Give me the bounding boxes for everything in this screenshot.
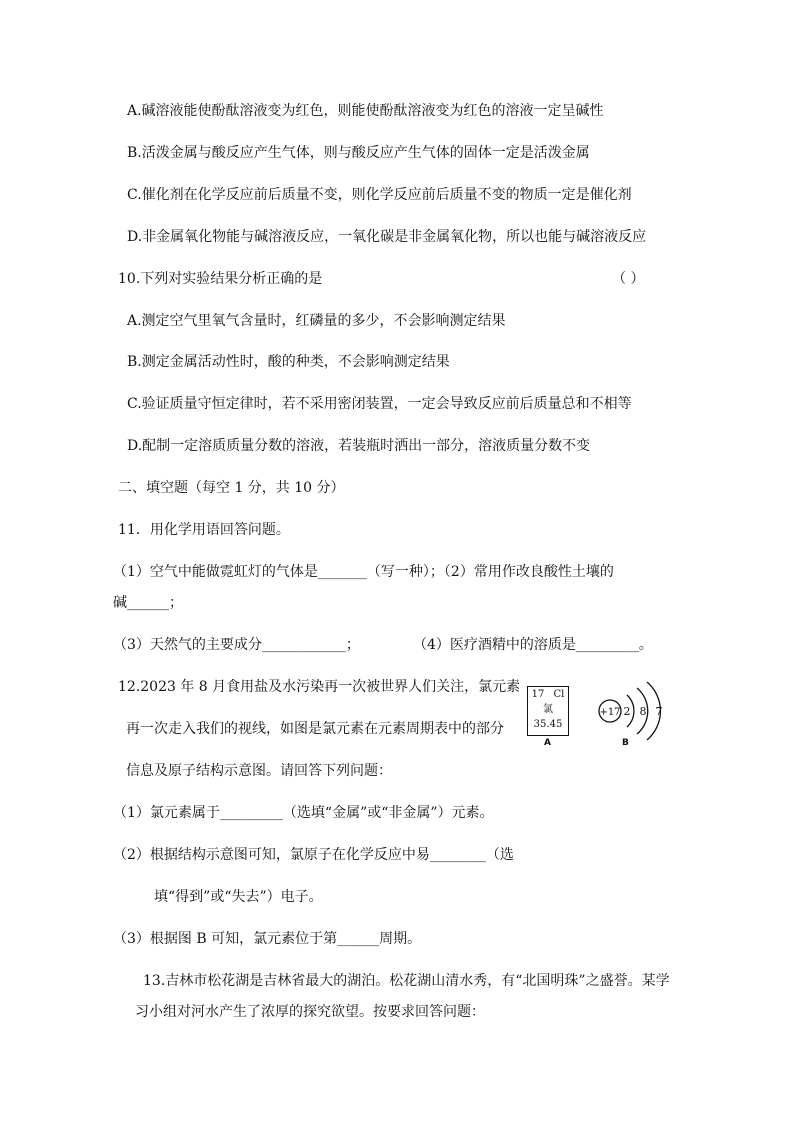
q10-stem: 10.下列对实验结果分析正确的是	[118, 271, 323, 287]
q11-line2: 碱______；	[113, 595, 183, 611]
q13-line1: 13.吉林市松花湖是吉林省最大的湖泊。松花湖山清水秀，有“北国明珠”之盛誉。某学	[143, 973, 670, 989]
shell-2-electrons: 8	[639, 705, 647, 718]
q11-line3a: （3）天然气的主要成分____________；	[113, 637, 360, 653]
q11-line3b: （4）医疗酒精中的溶质是_________。	[413, 637, 653, 653]
periodic-table-cell	[527, 686, 569, 736]
atomic-structure-diagram	[596, 680, 672, 744]
figure-a-caption: A	[544, 738, 551, 748]
q12-sub2a: （2）根据结构示意图可知，氯原子在化学反应中易________（选	[113, 847, 514, 863]
q10-option-d: D.配制一定溶质质量分数的溶液，若装瓶时洒出一部分，溶液质量分数不变	[127, 438, 591, 454]
q9-option-d: D.非金属氧化物能与碱溶液反应，一氧化碳是非金属氧化物，所以也能与碱溶液反应	[127, 229, 647, 245]
element-name: 氯	[543, 704, 553, 715]
q11-line1: （1）空气中能做霓虹灯的气体是_______（写一种）；（2）常用作改良酸性土壤的	[113, 564, 614, 580]
q9-option-a: A.碱溶液能使酚酞溶液变为红色，则能使酚酞溶液变为红色的溶液一定呈碱性	[127, 103, 604, 119]
q12-line3: 信息及原子结构示意图。请回答下列问题：	[126, 763, 392, 779]
q9-option-b: B.活泼金属与酸反应产生气体，则与酸反应产生气体的固体一定是活泼金属	[127, 145, 590, 161]
section-heading: 二、填空题（每空 1 分，共 10 分）	[118, 480, 345, 496]
atomic-number: 17	[531, 689, 545, 700]
figure-b-caption: B	[622, 738, 629, 748]
q10-answer-bracket: （ ）	[612, 271, 645, 287]
element-symbol: Cl	[553, 689, 565, 700]
q10-option-b: B.测定金属活动性时，酸的种类，不会影响测定结果	[127, 354, 450, 370]
q11-stem-text: 11．用化学用语回答问题。	[118, 522, 290, 538]
q12-sub1: （1）氯元素属于_________（选填“金属”或“非金属”）元素。	[113, 805, 494, 821]
shell-1-electrons: 2	[623, 705, 631, 718]
q12-sub3: （3）根据图 B 可知，氯元素位于第______周期。	[113, 931, 422, 947]
q11-stem	[118, 521, 290, 539]
nucleus-charge: +17	[599, 707, 621, 718]
q12-sub2b: 填“得到”或“失去”）电子。	[154, 889, 323, 905]
atomic-mass: 35.45	[533, 719, 563, 730]
q13-line2: 习小组对河水产生了浓厚的探究欲望。按要求回答问题：	[135, 1004, 485, 1020]
q12-line2: 再一次走入我们的视线，如图是氯元素在元素周期表中的部分	[126, 721, 504, 737]
q10-option-c: C.验证质量守恒定律时，若不采用密闭装置，一定会导致反应前后质量总和不相等	[127, 396, 632, 412]
q9-option-c: C.催化剂在化学反应前后质量不变，则化学反应前后质量不变的物质一定是催化剂	[127, 187, 632, 203]
shell-3-electrons: 7	[655, 705, 663, 718]
q12-line1: 12.2023 年 8 月食用盐及水污染再一次被世界人们关注，氯元素	[118, 679, 521, 695]
q10-option-a: A.测定空气里氧气含量时，红磷量的多少，不会影响测定结果	[127, 313, 506, 329]
